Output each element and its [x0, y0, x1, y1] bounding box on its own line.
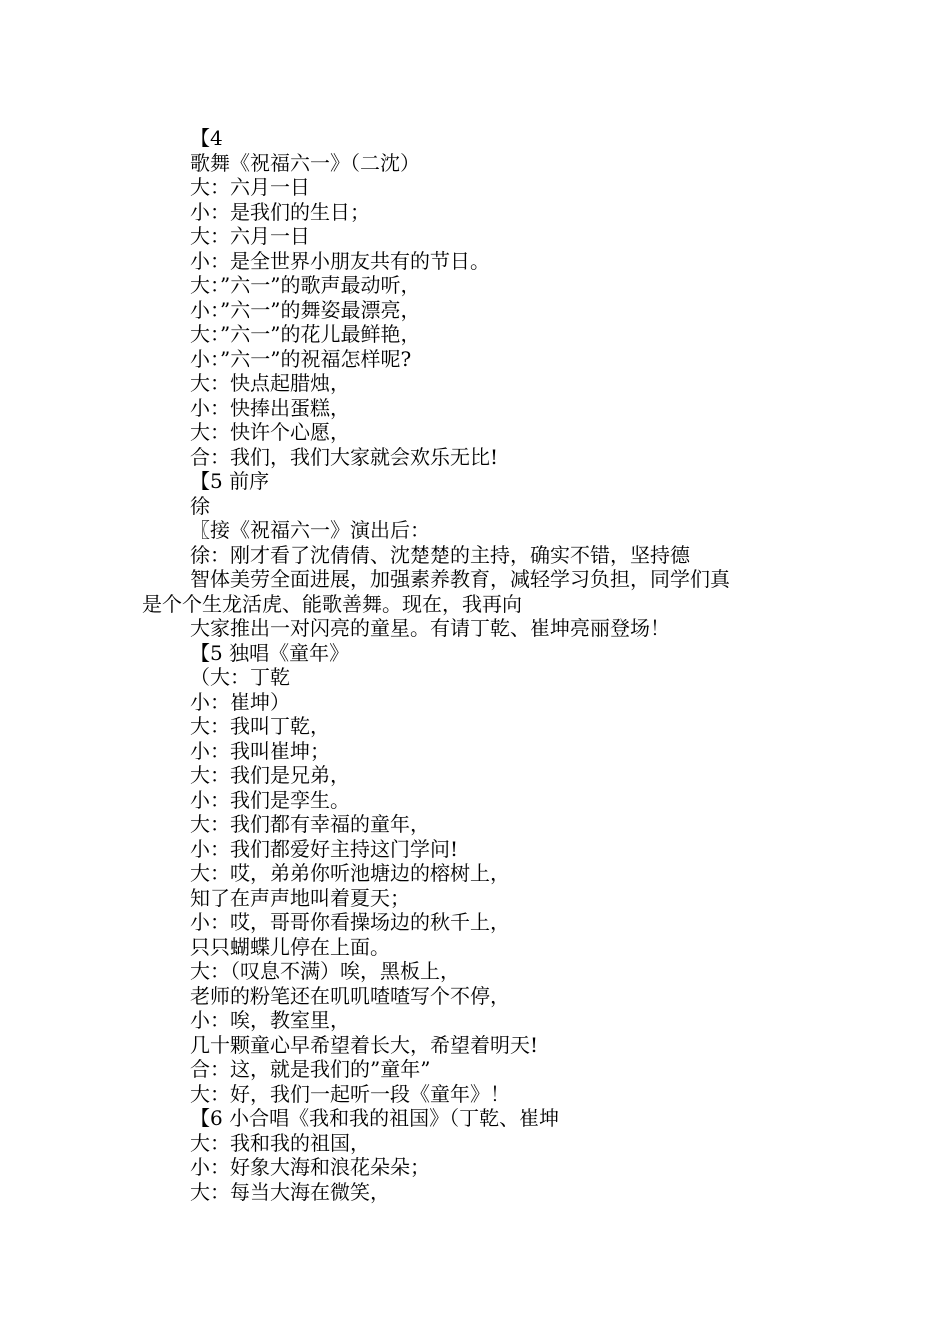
text-line: 大：每当大海在微笑，: [190, 1179, 390, 1204]
text-line: 几十颗童心早希望着长大，希望着明天!: [190, 1032, 539, 1057]
text-line: 大：六月一日: [190, 224, 310, 248]
text-line: 大：好，我们一起听一段《童年》！: [190, 1081, 510, 1106]
text-line: 小：唉，教室里，: [190, 1008, 350, 1032]
text-line: 【6 小合唱《我和我的祖国》（丁乾、崔坤: [190, 1106, 560, 1130]
text-line: 智体美劳全面进展，加强素养教育，减轻学习负担，同学们真: [190, 567, 730, 591]
text-line: 小：是全世界小朋友共有的节日。: [190, 248, 490, 273]
text-line: 合：这，就是我们的”童年”: [190, 1057, 431, 1081]
text-line: 大家推出一对闪亮的童星。有请丁乾、崔坤亮丽登场！: [190, 616, 670, 640]
text-line: 小：哎，哥哥你看操场边的秋千上，: [190, 910, 510, 934]
text-line: （大：丁乾: [190, 665, 290, 689]
text-line: 歌舞《祝福六一》（二沈）: [190, 150, 420, 175]
text-line: 徐: [190, 493, 210, 518]
text-line: 小：快捧出蛋糕，: [190, 395, 350, 420]
text-line: 小：我们都爱好主持这门学问!: [190, 836, 459, 861]
text-line: 【5 前序: [190, 469, 270, 493]
text-line: 【4: [190, 126, 223, 150]
text-line: 小：是我们的生日；: [190, 199, 370, 224]
text-line: 〖接《祝福六一》演出后：: [190, 518, 430, 542]
text-line: 大：”六一”的花儿最鲜艳，: [190, 322, 421, 346]
text-line: 小：好象大海和浪花朵朵；: [190, 1155, 430, 1179]
text-line: 大：六月一日: [190, 175, 310, 199]
text-line: 老师的粉笔还在叽叽喳喳写个不停，: [190, 983, 510, 1008]
text-line: 是个个生龙活虎、能歌善舞。现在，我再向: [142, 591, 522, 616]
document-body: [0, 126, 950, 1204]
text-line: 徐：刚才看了沈倩倩、沈楚楚的主持，确实不错，坚持德: [190, 542, 690, 567]
text-line: 大：（叹息不满）唉，黑板上，: [190, 959, 460, 983]
text-line: 只只蝴蝶儿停在上面。: [190, 934, 390, 959]
text-line: 小：崔坤）: [190, 689, 290, 714]
text-line: 大：”六一”的歌声最动听，: [190, 273, 421, 297]
text-line: 大：我和我的祖国，: [190, 1130, 370, 1155]
text-line: 合：我们，我们大家就会欢乐无比!: [190, 444, 499, 469]
text-line: 大：我们都有幸福的童年，: [190, 812, 430, 836]
text-line: 小：我叫崔坤；: [190, 738, 330, 763]
text-line: 小：我们是孪生。: [190, 787, 350, 812]
text-line: 大：我叫丁乾，: [190, 714, 330, 738]
text-line: 小：”六一”的祝福怎样呢?: [190, 346, 412, 371]
text-line: 小：”六一”的舞姿最漂亮，: [190, 297, 421, 322]
text-line: 大：我们是兄弟，: [190, 763, 350, 787]
text-line: 大：快点起腊烛，: [190, 371, 350, 395]
text-line: 大：快许个心愿，: [190, 420, 350, 444]
text-line: 知了在声声地叫着夏天；: [190, 885, 410, 910]
text-line: 【5 独唱《童年》: [190, 640, 350, 665]
text-line: 大：哎，弟弟你听池塘边的榕树上，: [190, 861, 510, 885]
